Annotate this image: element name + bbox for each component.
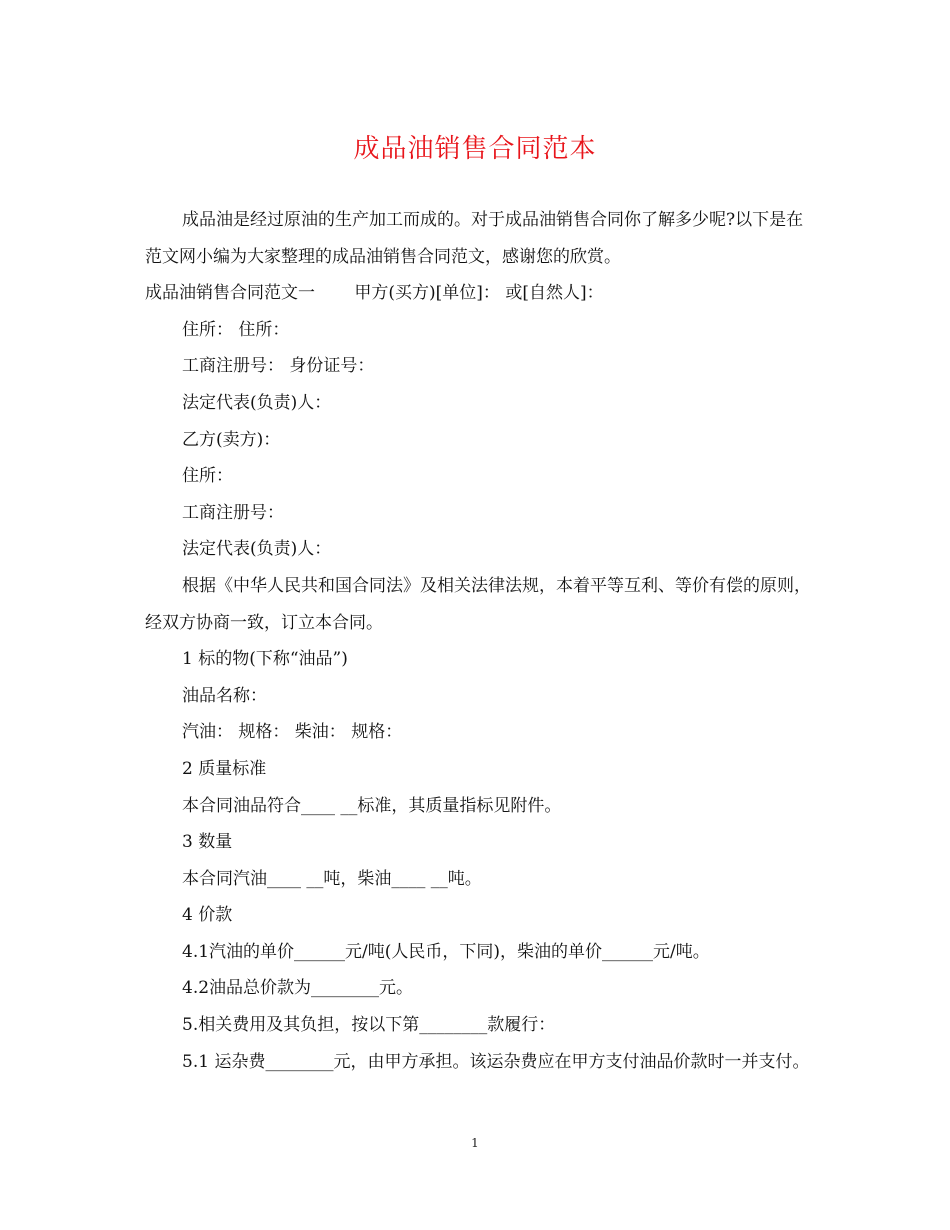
contract-sample-heading: 成品油销售合同范文一 甲方(买方)[单位]： 或[自然人]： [145,283,604,304]
party-a-registration: 工商注册号： 身份证号： [182,356,375,377]
party-a-address: 住所： 住所： [182,319,290,340]
preamble-paragraph: 根据《中华人民共和国合同法》及相关法律法规，本着平等互利、等价有偿的原则，经双方协商一致，订立本合同。 [145,575,811,633]
party-b-registration: 工商注册号： [182,502,284,523]
page-number: 1 [471,1136,479,1150]
unit-price-line: 4.1汽油的单价______元/吨(人民币，下同)，柴油的单价______元/吨。 [182,941,710,962]
oil-spec-line: 汽油： 规格： 柴油： 规格： [182,722,403,743]
document-title: 成品油销售合同范本 [353,134,597,164]
section-3-heading: 3 数量 [182,832,233,853]
quantity-line: 本合同汽油____ __吨，柴油____ __吨。 [182,868,482,889]
intro-paragraph: 成品油是经过原油的生产加工而成的。对于成品油销售合同你了解多少呢?以下是在范文网小编为大家整理的成品油销售合同范文，感谢您的欣赏。 [145,210,804,267]
quality-standard-line: 本合同油品符合____ __标准，其质量指标见附件。 [182,795,562,816]
total-price-line: 4.2油品总价款为________元。 [182,978,414,999]
oil-name-line: 油品名称： [182,685,267,706]
party-b-representative: 法定代表(负责)人： [182,539,332,560]
party-b-heading: 乙方(卖方)： [182,429,281,450]
party-a-representative: 法定代表(负责)人： [182,392,332,413]
section-4-heading: 4 价款 [182,905,233,926]
section-2-heading: 2 质量标准 [182,758,267,779]
document-body [145,202,813,1080]
party-b-address: 住所： [182,466,233,487]
freight-clause: 5.1 运杂费________元，由甲方承担。该运杂费应在甲方支付油品价款时一并支付。 [182,1051,810,1072]
section-1-heading: 1 标的物(下称“油品”) [182,649,348,670]
section-5-heading: 5.相关费用及其负担，按以下第________款履行： [182,1015,556,1036]
